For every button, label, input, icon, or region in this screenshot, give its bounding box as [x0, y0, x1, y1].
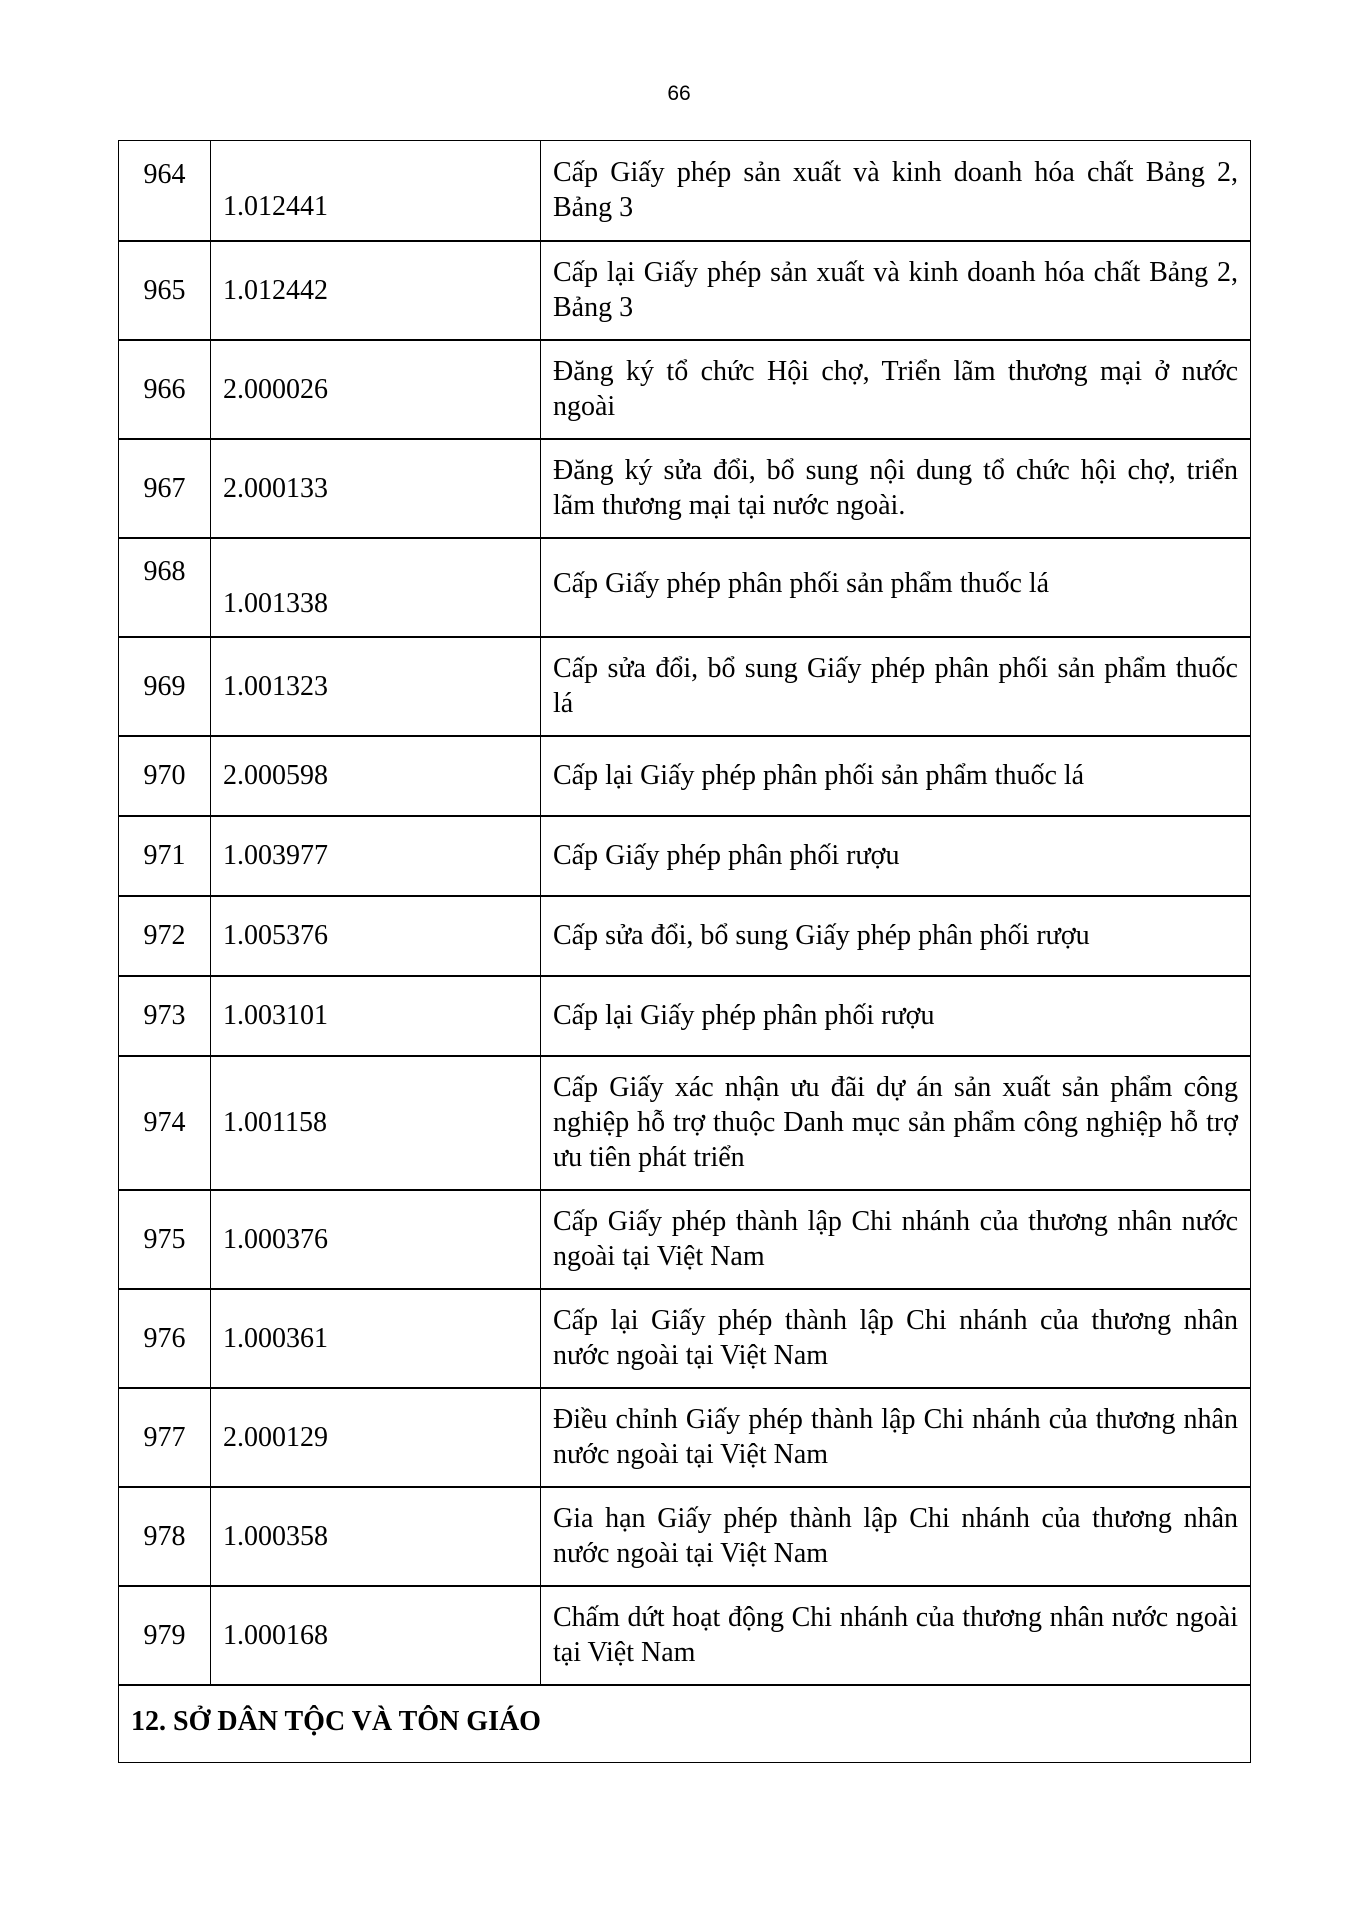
row-number: 975 — [119, 1190, 211, 1289]
row-number: 973 — [119, 976, 211, 1056]
row-number: 966 — [119, 340, 211, 439]
procedure-name: Chấm dứt hoạt động Chi nhánh của thương nhân nước ngoài tại Việt Nam — [541, 1586, 1251, 1685]
procedure-name: Điều chỉnh Giấy phép thành lập Chi nhánh của thương nhân nước ngoài tại Việt Nam — [541, 1388, 1251, 1487]
procedure-name: Cấp Giấy phép sản xuất và kinh doanh hóa chất Bảng 2, Bảng 3 — [541, 141, 1251, 241]
row-number: 970 — [119, 736, 211, 816]
procedure-code: 1.000361 — [211, 1289, 541, 1388]
procedure-code: 1.003977 — [211, 816, 541, 896]
procedure-name: Cấp Giấy phép thành lập Chi nhánh của thương nhân nước ngoài tại Việt Nam — [541, 1190, 1251, 1289]
row-number: 964 — [119, 141, 211, 241]
procedure-code: 2.000026 — [211, 340, 541, 439]
procedure-code: 2.000129 — [211, 1388, 541, 1487]
row-number: 968 — [119, 538, 211, 637]
procedure-name: Đăng ký sửa đổi, bổ sung nội dung tổ chức hội chợ, triển lãm thương mại tại nước ngoài. — [541, 439, 1251, 538]
row-number: 971 — [119, 816, 211, 896]
row-number: 976 — [119, 1289, 211, 1388]
procedure-code: 1.003101 — [211, 976, 541, 1056]
procedure-name: Cấp Giấy xác nhận ưu đãi dự án sản xuất sản phẩm công nghiệp hỗ trợ thuộc Danh mục sản phẩm công nghiệp hỗ trợ ưu tiên phát triển — [541, 1056, 1251, 1190]
procedure-name: Cấp lại Giấy phép thành lập Chi nhánh của thương nhân nước ngoài tại Việt Nam — [541, 1289, 1251, 1388]
procedure-name: Cấp sửa đổi, bổ sung Giấy phép phân phối rượu — [541, 896, 1251, 976]
procedure-name: Cấp Giấy phép phân phối sản phẩm thuốc lá — [541, 538, 1251, 637]
procedure-code: 1.001323 — [211, 637, 541, 736]
table-row — [119, 340, 1251, 439]
table-row — [119, 816, 1251, 896]
procedure-name: Cấp sửa đổi, bổ sung Giấy phép phân phối sản phẩm thuốc lá — [541, 637, 1251, 736]
row-number: 979 — [119, 1586, 211, 1685]
procedure-code: 1.000168 — [211, 1586, 541, 1685]
procedure-name: Cấp lại Giấy phép phân phối rượu — [541, 976, 1251, 1056]
table-row — [119, 1190, 1251, 1289]
table-row — [119, 1586, 1251, 1685]
procedure-code: 1.001158 — [211, 1056, 541, 1190]
row-number: 972 — [119, 896, 211, 976]
procedure-code: 1.000376 — [211, 1190, 541, 1289]
procedure-name: Cấp Giấy phép phân phối rượu — [541, 816, 1251, 896]
table-row — [119, 976, 1251, 1056]
table-row — [119, 241, 1251, 340]
procedure-code: 2.000133 — [211, 439, 541, 538]
row-number: 977 — [119, 1388, 211, 1487]
section-heading: 12. SỞ DÂN TỘC VÀ TÔN GIÁO — [119, 1685, 1251, 1763]
procedure-code: 1.005376 — [211, 896, 541, 976]
procedure-table — [118, 140, 1251, 1763]
table-row — [119, 141, 1251, 241]
row-number: 978 — [119, 1487, 211, 1586]
procedure-code: 1.001338 — [211, 538, 541, 637]
table-row — [119, 736, 1251, 816]
section-row — [119, 1685, 1251, 1763]
procedure-name: Gia hạn Giấy phép thành lập Chi nhánh của thương nhân nước ngoài tại Việt Nam — [541, 1487, 1251, 1586]
table-row — [119, 896, 1251, 976]
procedure-name: Cấp lại Giấy phép sản xuất và kinh doanh hóa chất Bảng 2, Bảng 3 — [541, 241, 1251, 340]
procedure-code: 2.000598 — [211, 736, 541, 816]
procedure-name: Đăng ký tổ chức Hội chợ, Triển lãm thương mại ở nước ngoài — [541, 340, 1251, 439]
row-number: 967 — [119, 439, 211, 538]
table-row — [119, 538, 1251, 637]
row-number: 974 — [119, 1056, 211, 1190]
row-number: 965 — [119, 241, 211, 340]
procedure-code: 1.012442 — [211, 241, 541, 340]
row-number: 969 — [119, 637, 211, 736]
procedure-name: Cấp lại Giấy phép phân phối sản phẩm thuốc lá — [541, 736, 1251, 816]
table-row — [119, 1388, 1251, 1487]
table-row — [119, 439, 1251, 538]
table-row — [119, 1487, 1251, 1586]
procedure-code: 1.012441 — [211, 141, 541, 241]
page-number: 66 — [667, 82, 691, 105]
procedure-code: 1.000358 — [211, 1487, 541, 1586]
table-row — [119, 1056, 1251, 1190]
table-row — [119, 1289, 1251, 1388]
table-row — [119, 637, 1251, 736]
